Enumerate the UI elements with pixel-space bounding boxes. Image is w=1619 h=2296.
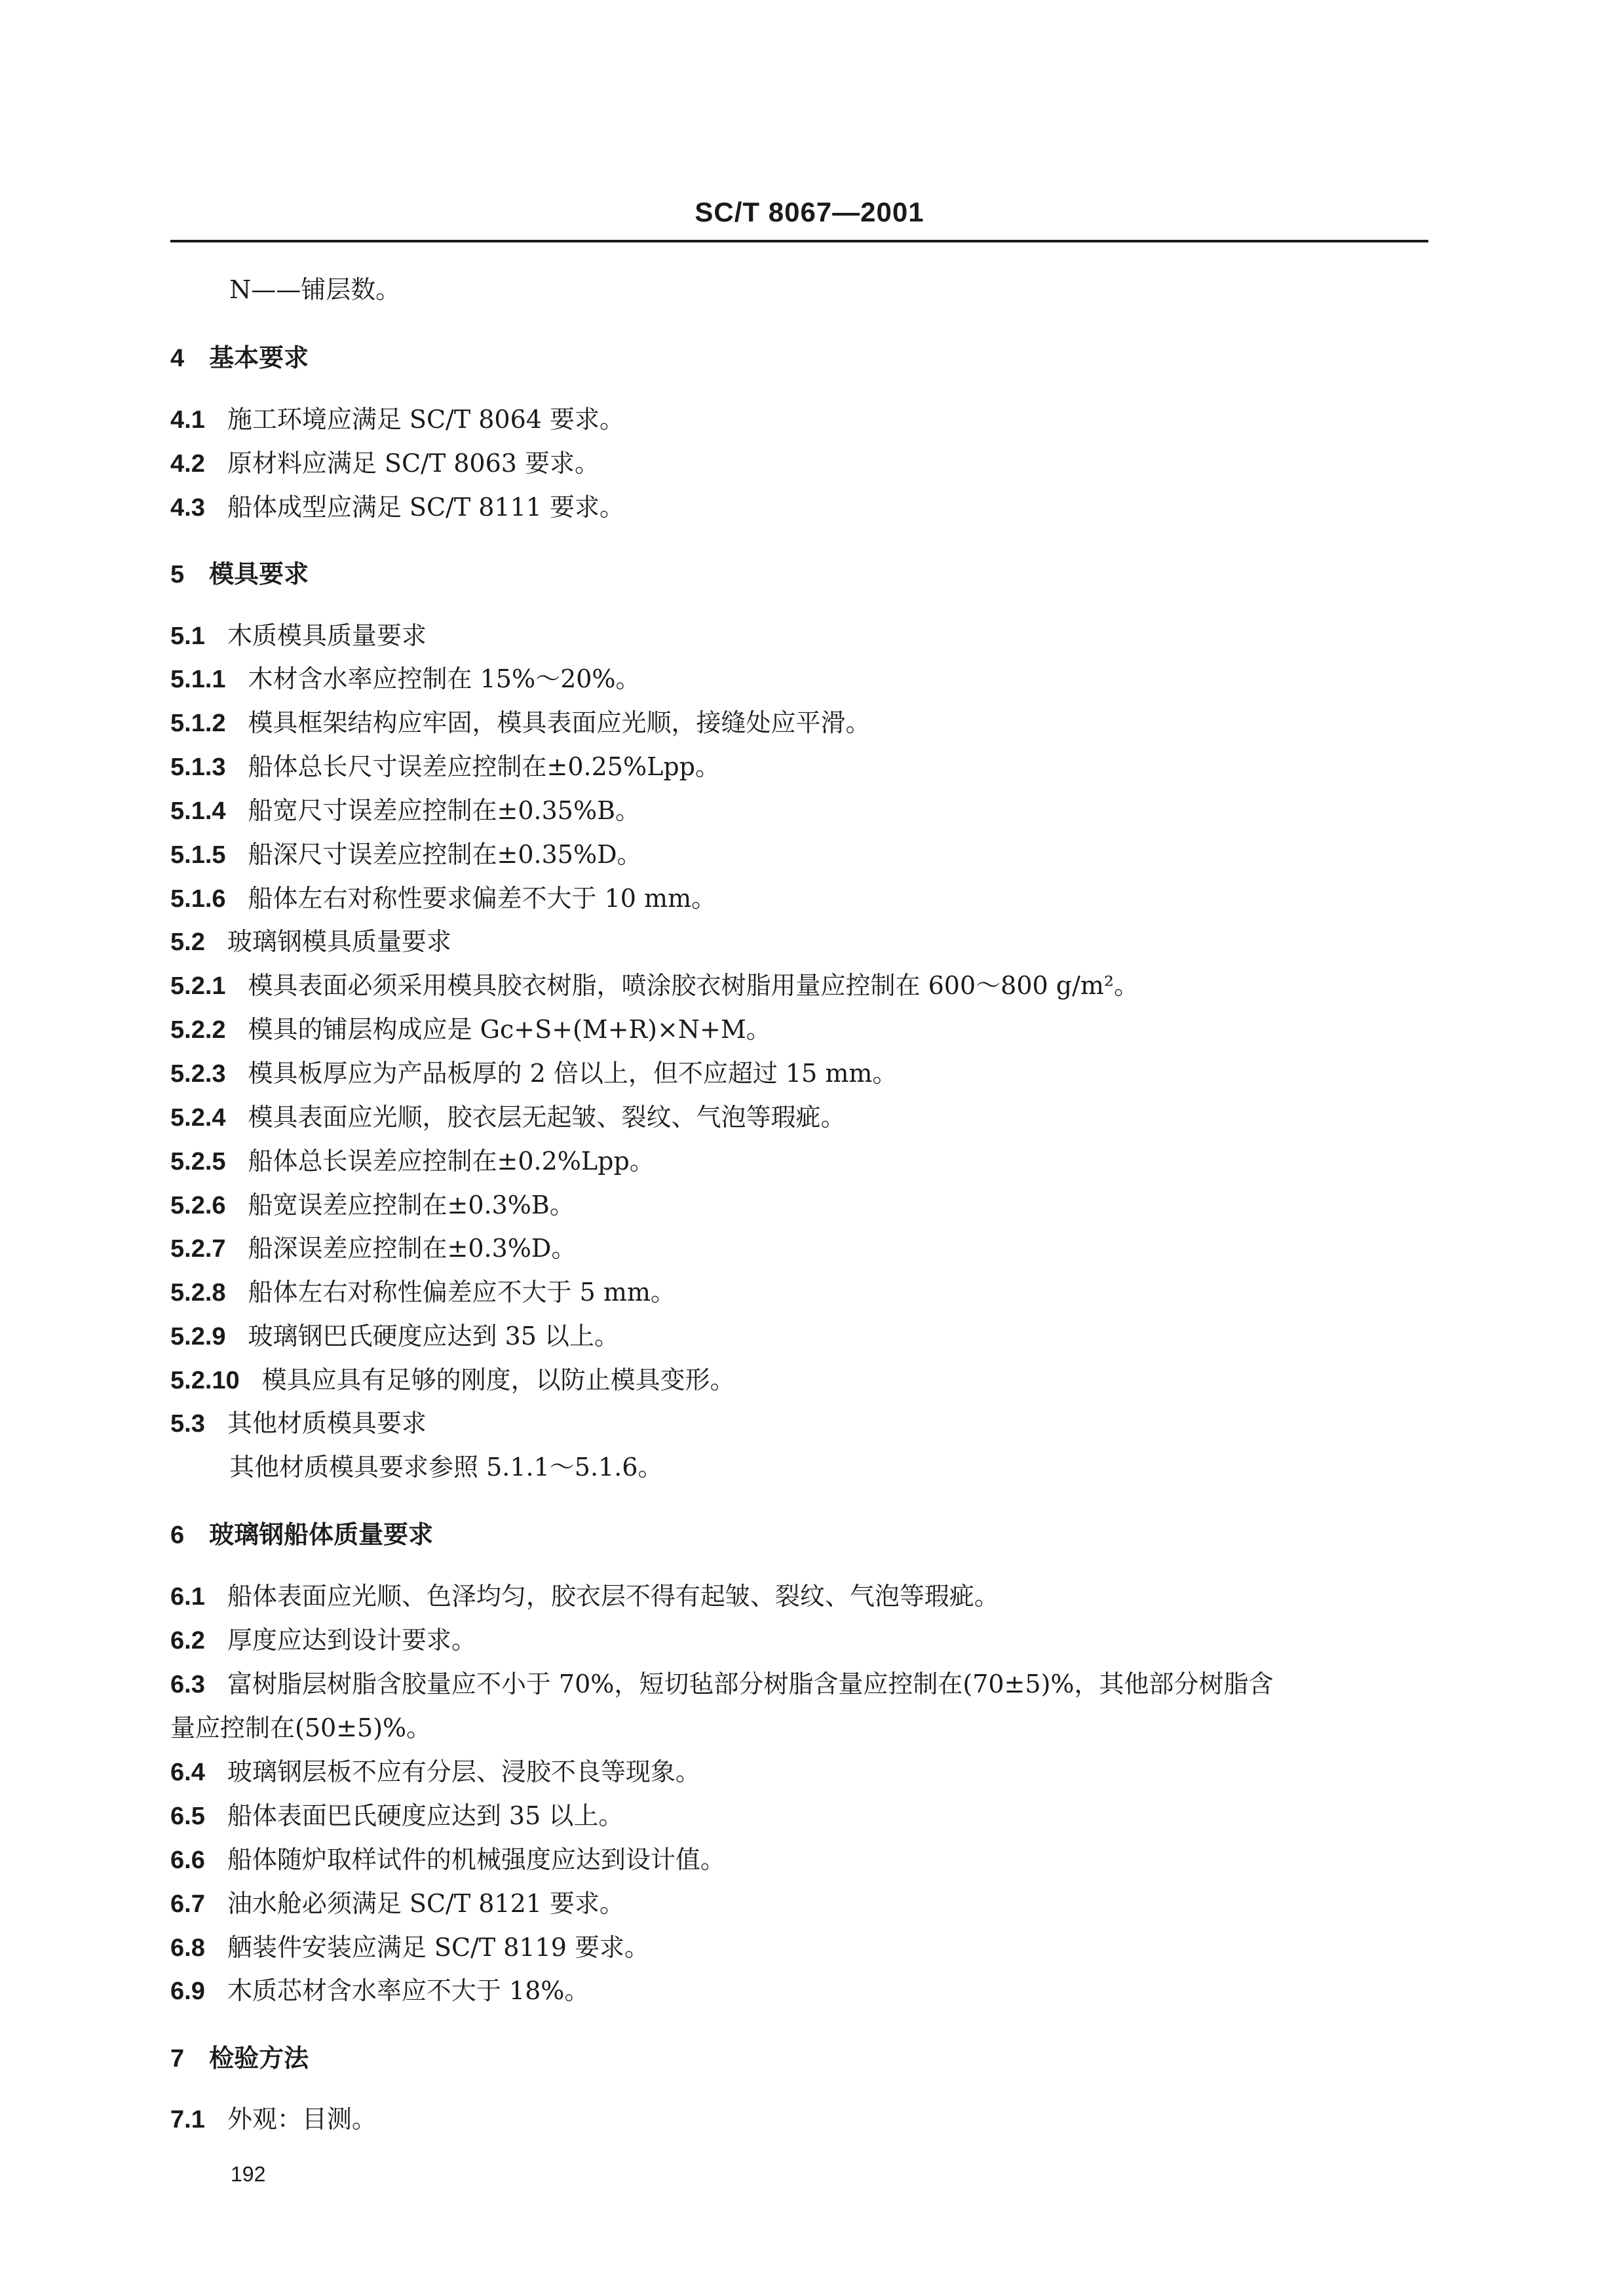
clause-line <box>170 707 871 739</box>
clause-line <box>170 1145 655 1177</box>
clause-text: 模具表面必须采用模具胶衣树脂，喷涂胶衣树脂用量应控制在 600～800 g/m²。 <box>248 971 1139 1000</box>
clause-number: 6.4 <box>170 1759 205 1786</box>
clause-text: 玻璃钢模具质量要求 <box>227 927 451 956</box>
clause-line <box>170 1014 771 1046</box>
page-number: 192 <box>231 2162 266 2186</box>
clause-text: 木质芯材含水率应不大于 18%。 <box>227 1976 590 2005</box>
clause-text: 船体总长误差应控制在±0.2%Lpp。 <box>248 1147 655 1176</box>
clause-text: 船宽误差应控制在±0.3%B。 <box>248 1191 575 1219</box>
clause-number: 6.2 <box>170 1627 205 1655</box>
clause-text: 外观：目测。 <box>227 2105 377 2133</box>
clause-text: 模具的铺层构成应是 Gc+S+(M+R)×N+M。 <box>248 1015 771 1044</box>
clause-line <box>170 404 624 436</box>
clause-number: 5.2.4 <box>170 1104 226 1132</box>
clause-number: 5.1.3 <box>170 754 226 781</box>
clause-line <box>170 2103 377 2135</box>
clause-number: 4.2 <box>170 450 205 478</box>
clause-text: 量应控制在(50±5)%。 <box>170 1713 432 1742</box>
clause-text: 舾装件安装应满足 SC/T 8119 要求。 <box>227 1933 650 1962</box>
clause-line <box>170 1276 676 1309</box>
section-heading <box>170 558 309 590</box>
clause-line <box>170 1320 619 1352</box>
clause-number: 6.6 <box>170 1846 205 1874</box>
clause-line <box>170 1668 1274 1700</box>
clause-text: 船深误差应控制在±0.3%D。 <box>248 1234 577 1263</box>
clause-text: 船体左右对称性要求偏差不大于 10 mm。 <box>248 884 717 913</box>
clause-text: 检验方法 <box>209 2043 309 2073</box>
section-heading <box>170 2042 309 2075</box>
clause-line <box>170 839 642 871</box>
clause-line <box>170 1058 897 1090</box>
clause-number: 6.3 <box>170 1671 205 1698</box>
clause-number: 6 <box>170 1521 185 1549</box>
clause-line <box>170 448 600 480</box>
clause-text: 模具应具有足够的刚度，以防止模具变形。 <box>261 1366 735 1394</box>
clause-line <box>170 1712 431 1744</box>
clause-number: 5.1.1 <box>170 666 226 693</box>
clause-text: 油水舱必须满足 SC/T 8121 要求。 <box>227 1889 625 1918</box>
clause-text: 木材含水率应控制在 15%～20%。 <box>248 664 641 693</box>
header-rule <box>170 240 1428 242</box>
clause-number: 7.1 <box>170 2106 205 2133</box>
clause-text: 船体成型应满足 SC/T 8111 要求。 <box>227 493 625 522</box>
clause-line <box>170 1800 623 1832</box>
clause-number: 5.2.8 <box>170 1279 226 1307</box>
clause-number: 5.1 <box>170 622 205 650</box>
clause-line <box>170 883 716 915</box>
clause-text: 原材料应满足 SC/T 8063 要求。 <box>227 449 600 478</box>
clause-number: 4 <box>170 345 185 372</box>
clause-number: 6.5 <box>170 1803 205 1830</box>
clause-text: 模具板厚应为产品板厚的 2 倍以上，但不应超过 15 mm。 <box>248 1059 898 1088</box>
clause-text: 富树脂层树脂含胶量应不小于 70%，短切毡部分树脂含量应控制在(70±5)%，其他部分树脂含 <box>227 1670 1274 1698</box>
clause-line <box>170 1975 589 2007</box>
clause-line <box>229 274 400 305</box>
clause-number: 5.1.5 <box>170 841 226 869</box>
clause-text: 模具要求 <box>209 559 309 588</box>
clause-line <box>170 620 427 652</box>
clause-number: 5.2.9 <box>170 1323 226 1350</box>
clause-text: N——铺层数。 <box>229 275 401 304</box>
clause-line <box>170 970 1139 1002</box>
clause-line <box>170 663 641 695</box>
clause-line <box>229 1451 662 1483</box>
clause-number: 5.2.3 <box>170 1060 226 1088</box>
clause-line <box>170 926 451 958</box>
clause-line <box>170 1101 846 1134</box>
clause-number: 5.2.10 <box>170 1367 240 1394</box>
clause-text: 厚度应达到设计要求。 <box>227 1626 476 1655</box>
clause-line <box>170 1189 575 1221</box>
clause-number: 6.7 <box>170 1890 205 1918</box>
clause-number: 5.1.4 <box>170 797 226 825</box>
clause-number: 6.8 <box>170 1934 205 1962</box>
clause-text: 船体左右对称性偏差应不大于 5 mm。 <box>248 1278 676 1307</box>
clause-text: 船体表面巴氏硬度应达到 35 以上。 <box>227 1801 624 1830</box>
clause-text: 船体总长尺寸误差应控制在±0.25%Lpp。 <box>248 752 720 781</box>
clause-text: 其他材质模具要求参照 5.1.1～5.1.6。 <box>229 1453 663 1482</box>
clause-line <box>170 1233 576 1265</box>
clause-number: 4.1 <box>170 406 205 434</box>
clause-line <box>170 751 720 783</box>
clause-number: 4.3 <box>170 494 205 522</box>
clause-line <box>170 1407 427 1440</box>
clause-number: 5.2.1 <box>170 972 226 1000</box>
page-header: SC/T 8067—2001 <box>695 197 924 227</box>
clause-text: 木质模具质量要求 <box>227 621 427 650</box>
section-heading <box>170 342 309 374</box>
clause-line <box>170 1932 649 1964</box>
clause-text: 其他材质模具要求 <box>227 1409 427 1438</box>
clause-text: 玻璃钢层板不应有分层、浸胶不良等现象。 <box>227 1757 700 1786</box>
clause-text: 船体表面应光顺、色泽均匀，胶衣层不得有起皱、裂纹、气泡等瑕疵。 <box>227 1582 999 1611</box>
clause-text: 玻璃钢巴氏硬度应达到 35 以上。 <box>248 1322 620 1350</box>
clause-line <box>170 1756 700 1788</box>
clause-text: 船体随炉取样试件的机械强度应达到设计值。 <box>227 1845 725 1874</box>
clause-number: 5 <box>170 561 185 588</box>
clause-number: 7 <box>170 2045 185 2073</box>
clause-line <box>170 1364 735 1396</box>
clause-number: 5.1.6 <box>170 885 226 913</box>
clause-number: 5.1.2 <box>170 710 226 737</box>
clause-line <box>170 1844 725 1876</box>
clause-text: 施工环境应满足 SC/T 8064 要求。 <box>227 405 625 434</box>
clause-line <box>170 1888 624 1920</box>
clause-text: 模具框架结构应牢固，模具表面应光顺，接缝处应平滑。 <box>248 708 871 737</box>
clause-number: 5.2.7 <box>170 1235 226 1263</box>
clause-text: 船宽尺寸误差应控制在±0.35%B。 <box>248 796 641 825</box>
clause-line <box>170 491 624 524</box>
clause-text: 模具表面应光顺，胶衣层无起皱、裂纹、气泡等瑕疵。 <box>248 1103 846 1132</box>
clause-text: 基本要求 <box>209 343 309 372</box>
clause-number: 5.2.5 <box>170 1148 226 1176</box>
clause-line <box>170 1580 999 1613</box>
clause-line <box>170 1624 476 1656</box>
clause-number: 5.3 <box>170 1410 205 1438</box>
clause-number: 6.1 <box>170 1583 205 1611</box>
clause-text: 船深尺寸误差应控制在±0.35%D。 <box>248 840 642 869</box>
clause-number: 5.2.2 <box>170 1016 226 1044</box>
section-heading <box>170 1519 433 1551</box>
clause-text: 玻璃钢船体质量要求 <box>209 1520 434 1549</box>
clause-number: 6.9 <box>170 1978 205 2005</box>
clause-number: 5.2.6 <box>170 1192 226 1219</box>
clause-line <box>170 795 640 827</box>
clause-number: 5.2 <box>170 928 205 956</box>
